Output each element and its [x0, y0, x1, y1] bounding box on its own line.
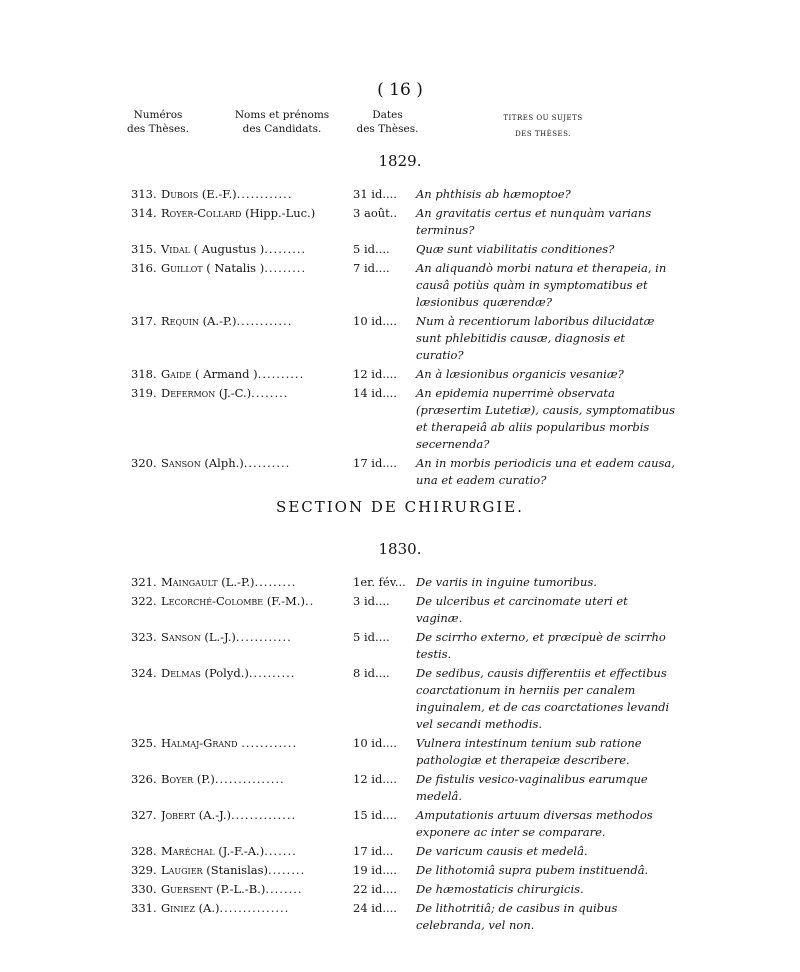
candidate-name [161, 186, 353, 203]
thesis-number: 319. [131, 386, 157, 400]
year-1830: 1830. [378, 540, 422, 558]
thesis-date: 12 id.... [353, 367, 397, 381]
thesis-number: 317. [131, 314, 157, 328]
header-titles-line2: DES THÈSES. [515, 130, 571, 138]
candidate-name [161, 900, 353, 934]
thesis-row [131, 900, 676, 934]
leader-dots: ........ [251, 386, 289, 400]
leader-dots: ............ [235, 630, 292, 644]
leader-dots: ........ [268, 863, 306, 877]
thesis-number: 314. [131, 206, 157, 220]
candidate-given-names: (Alph.) [204, 456, 244, 470]
thesis-row [131, 574, 676, 591]
thesis-title: De fistulis vesico-vaginalibus earumque medelâ. [416, 772, 648, 803]
year-1829: 1829. [378, 152, 422, 170]
candidate-given-names: ( Armand ) [195, 367, 258, 381]
header-dates-line2: des Thèses. [356, 123, 419, 135]
candidate-given-names: (E.-F.) [201, 187, 237, 201]
candidate-given-names: (Stanislas) [206, 863, 268, 877]
leader-dots: .......... [248, 666, 296, 680]
thesis-number: 327. [131, 808, 157, 822]
thesis-number: 326. [131, 772, 157, 786]
candidate-surname: Maréchal [161, 844, 215, 858]
candidate-given-names: (Polyd.) [204, 666, 249, 680]
candidate-name [161, 862, 353, 879]
thesis-number: 329. [131, 863, 157, 877]
leader-dots: ......... [254, 575, 297, 589]
thesis-number: 315. [131, 242, 157, 256]
thesis-row [131, 366, 676, 383]
header-titles [488, 110, 598, 142]
thesis-row [131, 843, 676, 860]
thesis-row [131, 241, 676, 258]
leader-dots: .......... [243, 456, 291, 470]
thesis-row [131, 593, 676, 627]
page-number: ( 16 ) [377, 80, 423, 100]
candidate-name [161, 313, 353, 364]
candidate-given-names: (P.) [196, 772, 215, 786]
candidate-name [161, 629, 353, 663]
thesis-date: 10 id.... [353, 736, 397, 750]
thesis-date: 1er. fév... [353, 575, 406, 589]
thesis-title: De hæmostaticis chirurgicis. [416, 882, 584, 896]
leader-dots: ......... [264, 242, 307, 256]
leader-dots: ............ [236, 187, 293, 201]
thesis-date: 17 id... [353, 844, 394, 858]
candidate-name [161, 241, 353, 258]
thesis-date: 17 id.... [353, 456, 397, 470]
candidate-name [161, 366, 353, 383]
thesis-title: De lithotomiâ supra pubem instituendâ. [416, 863, 649, 877]
leader-dots: ........ [265, 882, 303, 896]
candidate-name [161, 843, 353, 860]
leader-dots: .............. [230, 808, 297, 822]
candidate-surname: Sanson [161, 456, 201, 470]
header-numbers-line1: Numéros [133, 109, 183, 121]
leader-dots: ............... [219, 901, 290, 915]
header-names-line2: des Candidats. [242, 123, 322, 135]
leader-dots: ............ [236, 314, 293, 328]
candidate-surname: Lecorché-Colombe [161, 594, 264, 608]
candidate-name [161, 665, 353, 733]
thesis-date: 5 id.... [353, 242, 390, 256]
candidate-name [161, 574, 353, 591]
thesis-date: 19 id.... [353, 863, 397, 877]
thesis-date: 8 id.... [353, 666, 390, 680]
thesis-title: Num à recentiorum laboribus dilucidatæ sunt phlebitidis causæ, diagnosis et curatio? [416, 314, 655, 362]
thesis-title: De lithotritiâ; de casibus in quibus celebranda, vel non. [416, 901, 618, 932]
thesis-title: Amputationis artuum diversas methodos exponere ac inter se comparare. [416, 808, 653, 839]
header-titles-line1: TITRES OU SUJETS [503, 114, 583, 122]
candidate-surname: Boyer [161, 772, 194, 786]
thesis-row [131, 735, 676, 769]
candidate-given-names: (Hipp.-Luc.) [245, 206, 316, 220]
thesis-row [131, 862, 676, 879]
leader-dots: ......... [264, 261, 307, 275]
thesis-row [131, 807, 676, 841]
candidate-surname: Defermon [161, 386, 216, 400]
candidate-surname: Sanson [161, 630, 201, 644]
candidate-name [161, 205, 353, 239]
thesis-row [131, 629, 676, 663]
candidate-surname: Requin [161, 314, 199, 328]
thesis-row [131, 260, 676, 311]
thesis-title: An phthisis ab hæmoptoe? [416, 187, 571, 201]
leader-dots: ............... [214, 772, 285, 786]
thesis-title: An epidemia nuperrimè observata (præsertim Lutetiæ), causis, symptomatibus et therapeiâ ab aliis popularibus morbis secernenda? [416, 386, 676, 451]
thesis-number: 313. [131, 187, 157, 201]
candidate-surname: Halmaj-Grand [161, 736, 238, 750]
thesis-list-1830 [131, 574, 676, 936]
thesis-number: 325. [131, 736, 157, 750]
thesis-row [131, 205, 676, 239]
thesis-row [131, 881, 676, 898]
thesis-title: An gravitatis certus et nunquàm varians terminus? [416, 206, 652, 237]
candidate-surname: Royer-Collard [161, 206, 242, 220]
candidate-given-names: ( Natalis ) [206, 261, 265, 275]
candidate-name [161, 881, 353, 898]
candidate-surname: Guillot [161, 261, 203, 275]
thesis-row [131, 771, 676, 805]
candidate-surname: Guersent [161, 882, 213, 896]
thesis-date: 5 id.... [353, 630, 390, 644]
candidate-surname: Maingault [161, 575, 218, 589]
leader-dots: ............ [241, 736, 298, 750]
candidate-surname: Delmas [161, 666, 201, 680]
thesis-row [131, 665, 676, 733]
thesis-row [131, 186, 676, 203]
candidate-given-names: (L.-J.) [204, 630, 236, 644]
thesis-date: 31 id.... [353, 187, 397, 201]
thesis-number: 331. [131, 901, 157, 915]
thesis-number: 328. [131, 844, 157, 858]
thesis-date: 10 id.... [353, 314, 397, 328]
thesis-title: Quæ sunt viabilitatis conditiones? [416, 242, 615, 256]
thesis-number: 324. [131, 666, 157, 680]
leader-dots: ....... [264, 844, 297, 858]
header-names-line1: Noms et prénoms [234, 109, 330, 121]
candidate-name [161, 455, 353, 489]
leader-dots: .. [304, 594, 315, 608]
leader-dots: .......... [257, 367, 305, 381]
thesis-date: 15 id.... [353, 808, 397, 822]
candidate-surname: Dubois [161, 187, 199, 201]
candidate-given-names: (L.-P.) [221, 575, 255, 589]
candidate-name [161, 771, 353, 805]
candidate-name [161, 260, 353, 311]
section-title: SECTION DE CHIRURGIE. [276, 498, 524, 516]
thesis-number: 322. [131, 594, 157, 608]
thesis-title: An à læsionibus organicis vesaniæ? [416, 367, 624, 381]
candidate-given-names: ( Augustus ) [193, 242, 265, 256]
thesis-date: 22 id.... [353, 882, 397, 896]
candidate-given-names: (P.-L.-B.) [216, 882, 266, 896]
thesis-number: 320. [131, 456, 157, 470]
thesis-title: De scirrho externo, et præcipuè de scirrho testis. [416, 630, 666, 661]
thesis-title: An in morbis periodicis una et eadem causa, una et eadem curatio? [416, 456, 675, 487]
candidate-name [161, 735, 353, 769]
thesis-number: 321. [131, 575, 157, 589]
candidate-given-names: (A.-J.) [198, 808, 231, 822]
header-numbers [118, 108, 198, 136]
thesis-date: 3 août.. [353, 206, 398, 220]
thesis-row [131, 385, 676, 453]
thesis-title: An aliquandò morbi natura et therapeia, in causâ potiùs quàm in symptomatibus et læsionibus quærendæ? [416, 261, 667, 309]
thesis-list-1829 [131, 186, 676, 491]
thesis-title: De sedibus, causis differentiis et effectibus coarctationum in herniis per canalem inguinalem, et de cas coarctationes levandi vel secandi methodis. [416, 666, 670, 731]
header-numbers-line2: des Thèses. [127, 123, 189, 135]
candidate-given-names: (A.-P.) [202, 314, 237, 328]
thesis-number: 323. [131, 630, 157, 644]
thesis-date: 7 id.... [353, 261, 390, 275]
candidate-given-names: (F.-M.) [266, 594, 305, 608]
candidate-given-names: (J.-F.-A.) [218, 844, 265, 858]
candidate-surname: Laugier [161, 863, 203, 877]
header-names [222, 108, 342, 136]
candidate-given-names: (J.-C.) [218, 386, 252, 400]
candidate-surname: Gaide [161, 367, 192, 381]
candidate-name [161, 385, 353, 453]
candidate-name [161, 807, 353, 841]
thesis-row [131, 455, 676, 489]
candidate-surname: Vidal [161, 242, 190, 256]
thesis-date: 3 id.... [353, 594, 390, 608]
thesis-title: De variis in inguine tumoribus. [416, 575, 597, 589]
thesis-title: Vulnera intestinum tenium sub ratione pathologiæ et therapeiæ describere. [416, 736, 642, 767]
thesis-title: De varicum causis et medelâ. [416, 844, 588, 858]
thesis-title: De ulceribus et carcinomate uteri et vaginæ. [416, 594, 628, 625]
candidate-surname: Giniez [161, 901, 195, 915]
thesis-row [131, 313, 676, 364]
thesis-number: 316. [131, 261, 157, 275]
header-dates [350, 108, 425, 136]
header-dates-line1: Dates [372, 109, 403, 121]
candidate-name [161, 593, 353, 627]
thesis-date: 12 id.... [353, 772, 397, 786]
thesis-date: 24 id.... [353, 901, 397, 915]
thesis-number: 330. [131, 882, 157, 896]
candidate-surname: Jobert [161, 808, 196, 822]
candidate-given-names: (A.) [198, 901, 220, 915]
thesis-number: 318. [131, 367, 157, 381]
thesis-date: 14 id.... [353, 386, 397, 400]
